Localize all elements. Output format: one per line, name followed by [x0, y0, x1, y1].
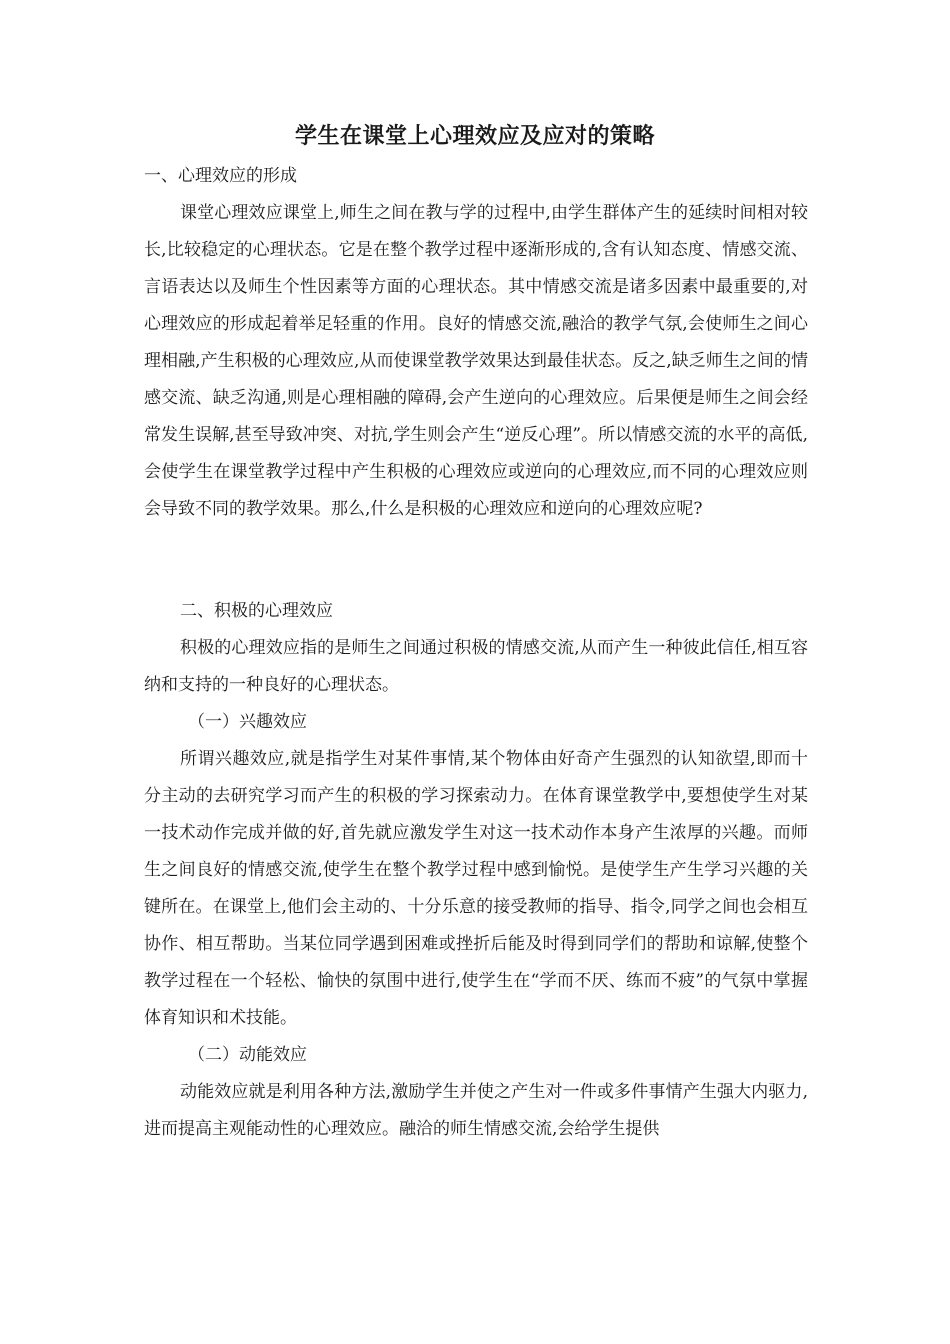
document-title: 学生在课堂上心理效应及应对的策略 — [294, 124, 655, 149]
subheading-kinetic-effect: （二）动能效应 — [188, 1045, 307, 1065]
document-body — [144, 158, 808, 1148]
paragraph-formation: 课堂心理效应课堂上,师生之间在教与学的过程中,由学生群体产生的延续时间相对较长,比较稳定的心理状态。它是在整个教学过程中逐渐形成的,含有认知态度、情感交流、言语表达以及师生个性因素等方面的心理状态。其中情感交流是诸多因素中最重要的,对心理效应的形成起着举足轻重的作用。良好的情感交流,融洽的教学气氛,会使师生之间心理相融,产生积极的心理效应,从而使课堂教学效果达到最佳状态。反之,缺乏师生之间的情感交流、缺乏沟通,则是心理相融的障碍,会产生逆向的心理效应。后果便是师生之间会经常发生误解,甚至导致冲突、对抗,学生则会产生“逆反心理”。所以情感交流的水平的高低,会使学生在课堂教学过程中产生积极的心理效应或逆向的心理效应,而不同的心理效应则会导致不同的教学效果。那么,什么是积极的心理效应和逆向的心理效应呢? — [144, 203, 808, 519]
paragraph-positive-effect: 积极的心理效应指的是师生之间通过积极的情感交流,从而产生一种彼此信任,相互容纳和支持的一种良好的心理状态。 — [144, 638, 808, 695]
section-heading-formation: 一、心理效应的形成 — [144, 166, 297, 186]
paragraph-kinetic-effect: 动能效应就是利用各种方法,激励学生并使之产生对一件或多件事情产生强大内驱力,进而提高主观能动性的心理效应。融洽的师生情感交流,会给学生提供 — [144, 1082, 808, 1139]
paragraph-interest-effect: 所谓兴趣效应,就是指学生对某件事情,某个物体由好奇产生强烈的认知欲望,即而十分主动的去研究学习而产生的积极的学习探索动力。在体育课堂教学中,要想使学生对某一技术动作完成并做的好,首先就应激发学生对这一技术动作本身产生浓厚的兴趣。而师生之间良好的情感交流,使学生在整个教学过程中感到愉悦。是使学生产生学习兴趣的关键所在。在课堂上,他们会主动的、十分乐意的接受教师的指导、指令,同学之间也会相互协作、相互帮助。当某位同学遇到困难或挫折后能及时得到同学们的帮助和谅解,使整个教学过程在一个轻松、愉快的氛围中进行,使学生在“学而不厌、练而不疲”的气氛中掌握体育知识和术技能。 — [144, 749, 808, 1028]
section-heading-positive-effect: 二、积极的心理效应 — [180, 601, 333, 621]
section-spacer — [144, 528, 808, 593]
subheading-interest-effect: （一）兴趣效应 — [188, 712, 307, 732]
